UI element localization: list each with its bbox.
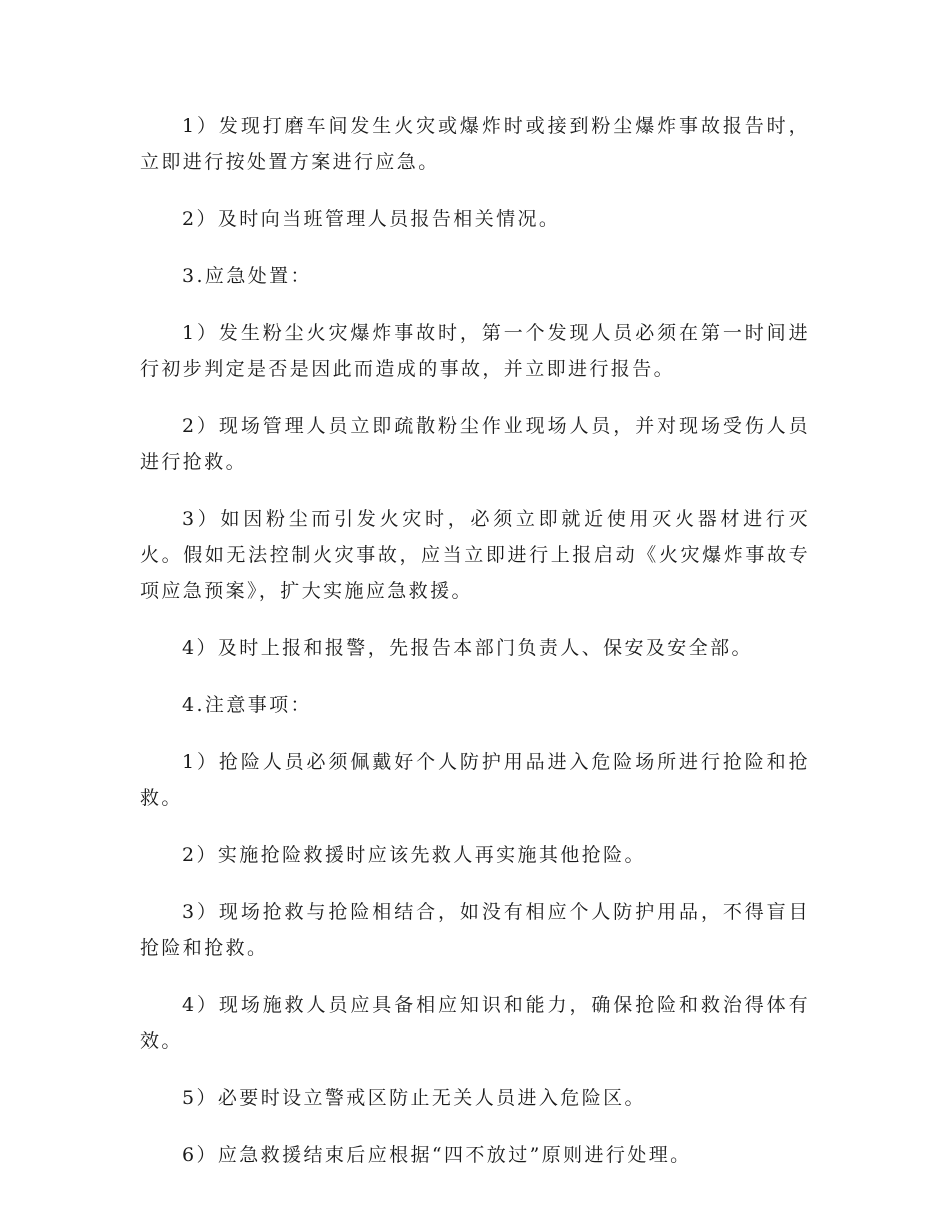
paragraph-rescuer-competence: 4）现场施救人员应具备相应知识和能力，确保抢险和救治得体有效。	[140, 994, 810, 1052]
paragraph-report-on-discovery: 1）发现打磨车间发生火灾或爆炸时或接到粉尘爆炸事故报告时，立即进行按处置方案进行应急。	[140, 115, 810, 173]
paragraph-rescue-combined: 3）现场抢救与抢险相结合，如没有相应个人防护用品，不得盲目抢险和抢救。	[140, 901, 810, 959]
paragraph-save-people-first: 2）实施抢险救援时应该先救人再实施其他抢险。	[182, 844, 646, 866]
paragraph-protective-equipment: 1）抢险人员必须佩戴好个人防护用品进入危险场所进行抢险和抢救。	[140, 751, 810, 809]
paragraph-fire-extinguishing: 3）如因粉尘而引发火灾时，必须立即就近使用灭火器材进行灭火。假如无法控制火灾事故，应当立即进行上报启动《火灾爆炸事故专项应急预案》，扩大实施应急救援。	[140, 508, 810, 602]
paragraph-evacuate-and-rescue: 2）现场管理人员立即疏散粉尘作业现场人员，并对现场受伤人员进行抢救。	[140, 415, 810, 473]
paragraph-four-not-let-go: 6）应急救援结束后应根据“四不放过”原则进行处理。	[182, 1144, 692, 1166]
paragraph-initial-judgment: 1）发生粉尘火灾爆炸事故时，第一个发现人员必须在第一时间进行初步判定是否是因此而造成的事故，并立即进行报告。	[140, 322, 810, 380]
paragraph-report-to-manager: 2）及时向当班管理人员报告相关情况。	[182, 208, 561, 230]
document-body	[140, 108, 810, 1194]
paragraph-report-and-alarm: 4）及时上报和报警，先报告本部门负责人、保安及安全部。	[182, 637, 753, 659]
paragraph-cordon-area: 5）必要时设立警戒区防止无关人员进入危险区。	[182, 1087, 646, 1109]
section-heading-emergency-response: 3.应急处置：	[182, 265, 312, 287]
section-heading-precautions: 4.注意事项：	[182, 694, 312, 716]
